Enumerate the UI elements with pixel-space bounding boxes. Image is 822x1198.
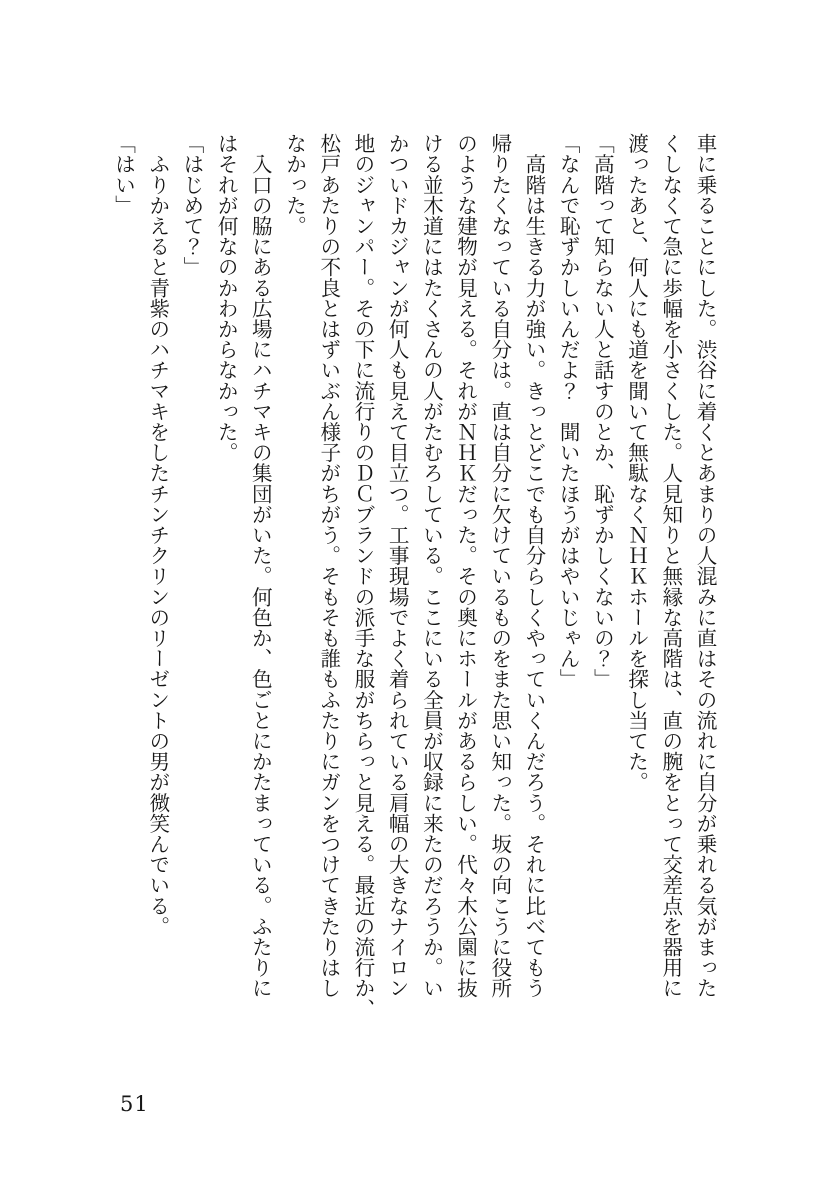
text-column: のような建物が見える。それがＮＨＫだった。その奥にホールがあるらしい。代々木公園に抜	[453, 133, 478, 999]
text-column-dialogue: 「高階って知らない人と話すのとか、恥ずかしくないの？」	[590, 133, 615, 690]
text-column: ける並木道にはたくさんの人がたむろしている。ここにいる全員が収録に来たのだろうか。い	[419, 133, 444, 999]
vertical-text-block	[106, 133, 722, 1038]
text-column: 車に乗ることにした。渋谷に着くとあまりの人混みに直はその流れに自分が乗れる気がまった	[693, 133, 717, 999]
text-column: 松戸あたりの不良とはずいぶん様子がちがう。そもそも誰もふたりにガンをつけてきたりはし	[316, 133, 341, 999]
text-column: かついドカジャンが何人も見えて目立つ。工事現場でよく着られている肩幅の大きなナイロン	[385, 133, 410, 999]
text-column: なかった。	[282, 133, 307, 236]
text-column-dialogue: 「なんで恥ずかしいんだよ？ 聞いたほうがはやいじゃん」	[556, 133, 581, 690]
text-column-dialogue: 「はじめて？」	[179, 133, 204, 278]
text-column: くしなくて急に歩幅を小さくした。人見知りと無縁な高階は、直の腕をとって交差点を器用に	[658, 133, 683, 999]
page-number: 51	[120, 1092, 149, 1116]
text-column: はそれが何なのかわからなかった。	[214, 133, 239, 463]
text-column: ふりかえると青紫のハチマキをしたチンチクリンのリーゼントの男が微笑んでいる。	[145, 133, 170, 937]
text-column: 渡ったあと、何人にも道を聞いて無駄なくＮＨＫホールを探し当てた。	[624, 133, 649, 793]
text-column: 入口の脇にある広場にハチマキの集団がいた。何色か、色ごとにかたまっている。ふたりに	[248, 133, 273, 999]
text-column: 帰りたくなっている自分は。直は自分に欠けているものをまた思い知った。坂の向こうに役所	[487, 133, 512, 999]
text-column: 高階は生きる力が強い。きっとどこでも自分らしくやっていくんだろう。それに比べてもう	[521, 133, 546, 999]
text-column-dialogue: 「はい」	[111, 133, 136, 216]
text-column: 地のジャンパー。その下に流行りのＤＣブランドの派手な服がちらっと見える。最近の流行か、	[350, 133, 375, 1019]
